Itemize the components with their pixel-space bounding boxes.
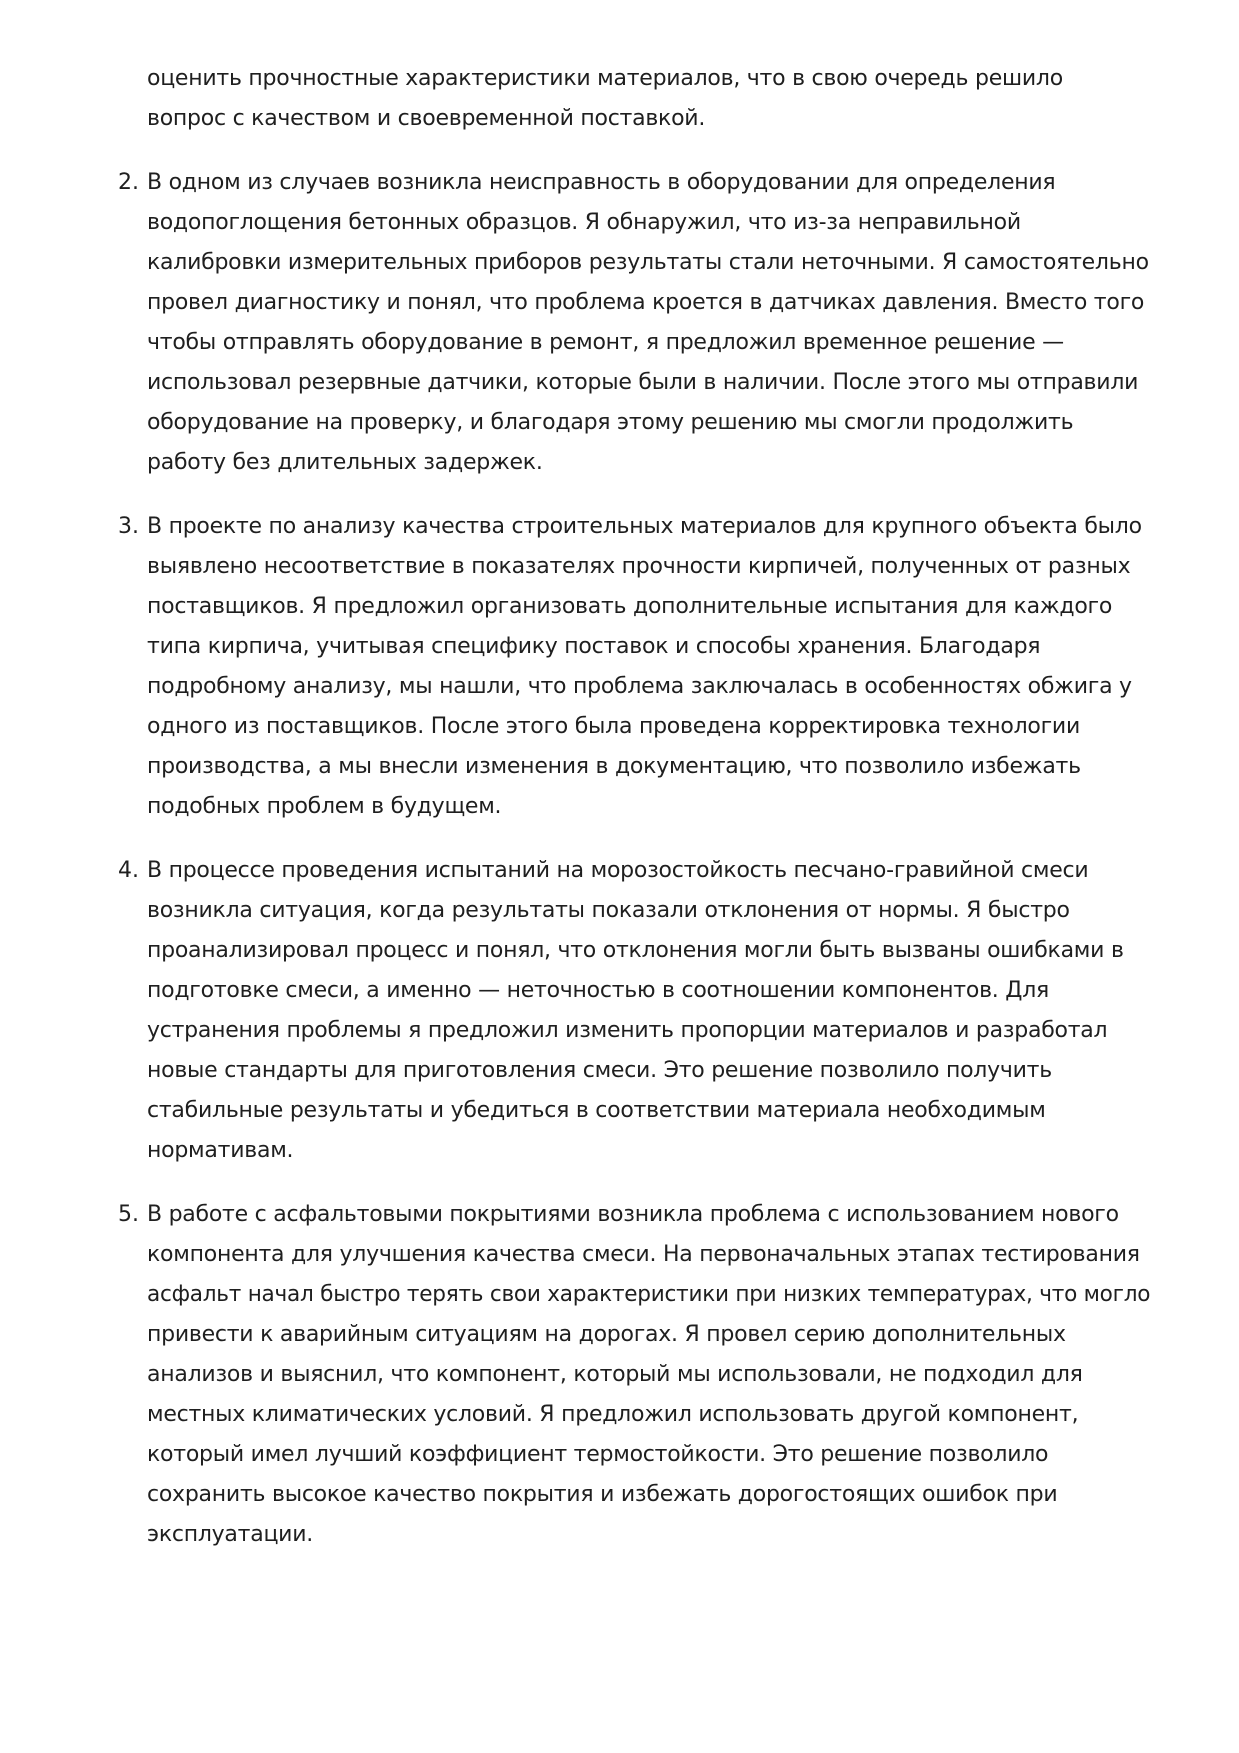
list-item-number: 5. <box>118 1202 139 1227</box>
list-item-line: подобных проблем в будущем. <box>147 794 502 819</box>
list-item-line: устранения проблемы я предложил изменить пропорции материалов и разработал <box>147 1018 1108 1043</box>
list-item-number: 2. <box>118 170 139 195</box>
list-item-line: работу без длительных задержек. <box>147 450 543 475</box>
intro-line: вопрос с качеством и своевременной поставкой. <box>147 106 706 131</box>
list-item-line: В проекте по анализу качества строительных материалов для крупного объекта было <box>147 514 1142 539</box>
list-item-line: одного из поставщиков. После этого была проведена корректировка технологии <box>147 714 1081 739</box>
list-item-line: подготовке смеси, а именно — неточностью в соотношении компонентов. Для <box>147 978 1050 1003</box>
list-item-number: 3. <box>118 514 139 539</box>
list-item-line: местных климатических условий. Я предложил использовать другой компонент, <box>147 1402 1079 1427</box>
list-item-line: подробному анализу, мы нашли, что проблема заключалась в особенностях обжига у <box>147 674 1132 699</box>
list-item-line: эксплуатации. <box>147 1522 314 1547</box>
list-item-line: типа кирпича, учитывая специфику поставок и способы хранения. Благодаря <box>147 634 1041 659</box>
list-item-line: анализов и выяснил, что компонент, который мы использовали, не подходил для <box>147 1362 1083 1387</box>
list-item-line: использовал резервные датчики, которые были в наличии. После этого мы отправили <box>147 370 1139 395</box>
list-item-line: асфальт начал быстро терять свои характеристики при низких температурах, что могло <box>147 1282 1151 1307</box>
intro-line: оценить прочностные характеристики материалов, что в свою очередь решило <box>147 66 1063 91</box>
list-item-line: поставщиков. Я предложил организовать дополнительные испытания для каждого <box>147 594 1113 619</box>
list-item-line: нормативам. <box>147 1138 294 1163</box>
list-item-line: калибровки измерительных приборов результаты стали неточными. Я самостоятельно <box>147 250 1149 275</box>
list-item-line: который имел лучший коэффициент термостойкости. Это решение позволило <box>147 1442 1049 1467</box>
list-item-number: 4. <box>118 858 139 883</box>
list-item-line: производства, а мы внесли изменения в документацию, что позволило избежать <box>147 754 1081 779</box>
list-item-line: В работе с асфальтовыми покрытиями возникла проблема с использованием нового <box>147 1202 1119 1227</box>
list-item-line: оборудование на проверку, и благодаря этому решению мы смогли продолжить <box>147 410 1074 435</box>
list-item-line: компонента для улучшения качества смеси. На первоначальных этапах тестирования <box>147 1242 1140 1267</box>
list-item-line: проанализировал процесс и понял, что отклонения могли быть вызваны ошибками в <box>147 938 1124 963</box>
list-item-line: сохранить высокое качество покрытия и избежать дорогостоящих ошибок при <box>147 1482 1058 1507</box>
list-item-line: водопоглощения бетонных образцов. Я обнаружил, что из-за неправильной <box>147 210 1021 235</box>
list-item-line: провел диагностику и понял, что проблема кроется в датчиках давления. Вместо того <box>147 290 1145 315</box>
list-item-line: В процессе проведения испытаний на морозостойкость песчано-гравийной смеси <box>147 858 1089 883</box>
list-item-line: новые стандарты для приготовления смеси. Это решение позволило получить <box>147 1058 1052 1083</box>
list-item-line: привести к аварийным ситуациям на дорогах. Я провел серию дополнительных <box>147 1322 1066 1347</box>
list-item-line: выявлено несоответствие в показателях прочности кирпичей, полученных от разных <box>147 554 1131 579</box>
list-item-line: стабильные результаты и убедиться в соответствии материала необходимым <box>147 1098 1046 1123</box>
list-item-line: возникла ситуация, когда результаты показали отклонения от нормы. Я быстро <box>147 898 1070 923</box>
list-item-line: В одном из случаев возникла неисправность в оборудовании для определения <box>147 170 1056 195</box>
list-item-line: чтобы отправлять оборудование в ремонт, я предложил временное решение — <box>147 330 1064 355</box>
